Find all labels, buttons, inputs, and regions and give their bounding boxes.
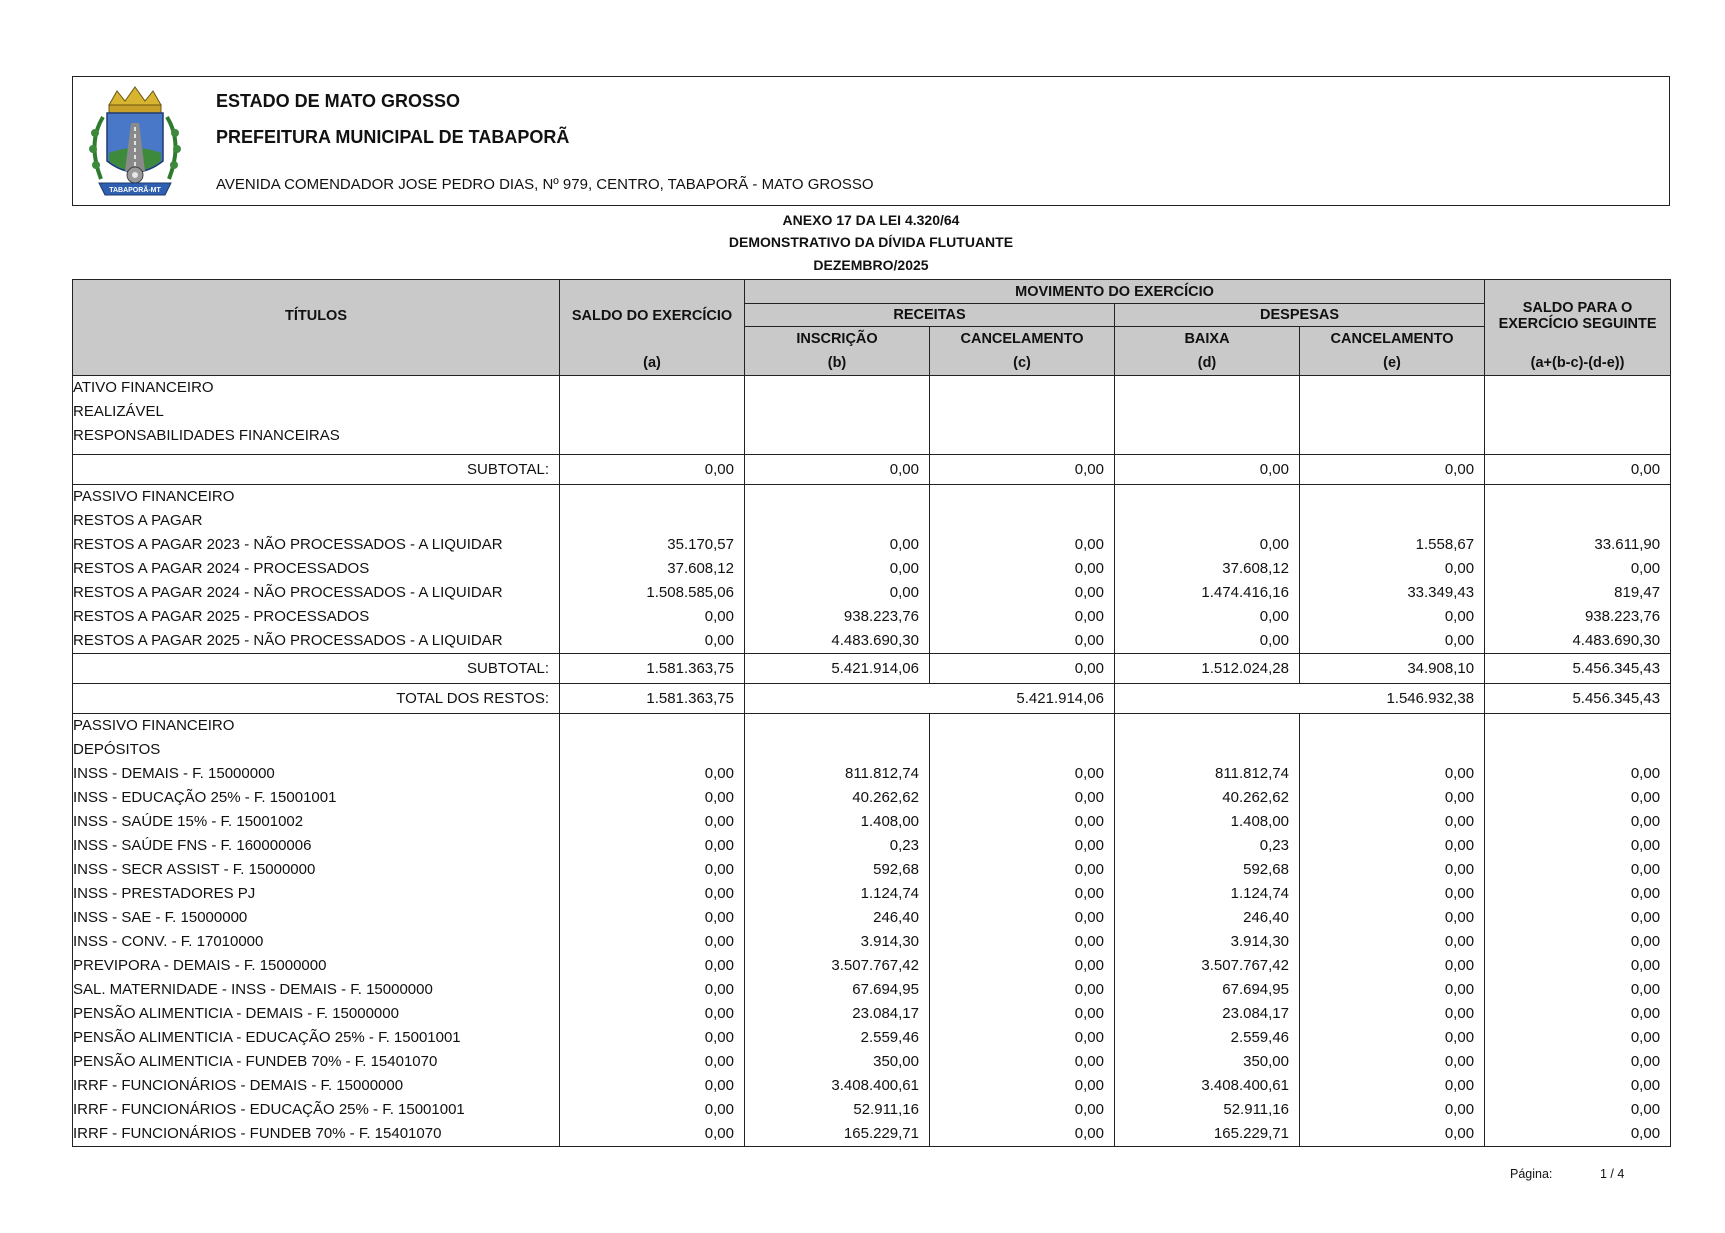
row-value: 0,00 xyxy=(1300,1050,1485,1074)
col-e: (e) xyxy=(1300,352,1485,376)
subtotal-value: 0,00 xyxy=(1300,455,1485,485)
row-value: 0,00 xyxy=(1485,1074,1671,1098)
row-value: 938.223,76 xyxy=(1485,605,1671,629)
row-value: 0,00 xyxy=(930,954,1115,978)
row-value: 165.229,71 xyxy=(1115,1122,1300,1147)
row-value: 0,00 xyxy=(1485,786,1671,810)
row-title: SAL. MATERNIDADE - INSS - DEMAIS - F. 15000000 xyxy=(73,978,560,1002)
row-title: INSS - CONV. - F. 17010000 xyxy=(73,930,560,954)
col-baixa: BAIXA xyxy=(1115,327,1300,352)
table-row xyxy=(73,1026,1671,1050)
row-value: 0,23 xyxy=(1115,834,1300,858)
subtotal-value: 1.581.363,75 xyxy=(560,654,745,684)
row-value: 0,00 xyxy=(1485,834,1671,858)
table-row xyxy=(73,762,1671,786)
row-value: 0,00 xyxy=(1485,1098,1671,1122)
subtotal-value: 5.456.345,43 xyxy=(1485,654,1671,684)
row-value: 1.508.585,06 xyxy=(560,581,745,605)
subtotal-value: 0,00 xyxy=(1115,455,1300,485)
row-value: 0,00 xyxy=(1485,906,1671,930)
row-title: INSS - DEMAIS - F. 15000000 xyxy=(73,762,560,786)
total-label: TOTAL DOS RESTOS: xyxy=(73,684,560,714)
table-body xyxy=(73,376,1671,1147)
page-label: Página: xyxy=(1510,1167,1553,1181)
row-value: 0,00 xyxy=(1300,605,1485,629)
total-row xyxy=(73,684,1671,714)
col-cancelamento-despesas: CANCELAMENTO xyxy=(1300,327,1485,352)
section-row xyxy=(73,424,1671,448)
row-value: 0,00 xyxy=(930,629,1115,654)
row-value: 0,00 xyxy=(1485,930,1671,954)
document-header xyxy=(72,76,1670,206)
total-value: 5.421.914,06 xyxy=(745,684,1115,714)
row-value: 0,00 xyxy=(560,810,745,834)
col-saldo-exercicio: SALDO DO EXERCÍCIO xyxy=(560,280,745,352)
col-movimento: MOVIMENTO DO EXERCÍCIO xyxy=(745,280,1485,304)
col-blank xyxy=(73,352,560,376)
municipal-coat-of-arms-icon xyxy=(79,83,191,201)
row-value: 0,00 xyxy=(930,882,1115,906)
address: AVENIDA COMENDADOR JOSE PEDRO DIAS, Nº 979, CENTRO, TABAPORÃ - MATO GROSSO xyxy=(216,176,874,193)
table-row xyxy=(73,930,1671,954)
row-value: 0,00 xyxy=(930,930,1115,954)
row-value: 33.611,90 xyxy=(1485,533,1671,557)
col-b: (b) xyxy=(745,352,930,376)
row-title: RESTOS A PAGAR 2024 - PROCESSADOS xyxy=(73,557,560,581)
row-value: 0,00 xyxy=(1300,882,1485,906)
row-value: 0,00 xyxy=(1485,1050,1671,1074)
row-title: INSS - SAE - F. 15000000 xyxy=(73,906,560,930)
report-title: DEMONSTRATIVO DA DÍVIDA FLUTUANTE xyxy=(728,234,1014,250)
row-value: 1.124,74 xyxy=(745,882,930,906)
row-value: 0,00 xyxy=(1300,762,1485,786)
section-row xyxy=(73,714,1671,739)
section-label: ATIVO FINANCEIRO xyxy=(73,376,560,401)
row-value: 52.911,16 xyxy=(1115,1098,1300,1122)
table-row xyxy=(73,906,1671,930)
row-value: 0,00 xyxy=(930,834,1115,858)
row-value: 0,00 xyxy=(1300,1074,1485,1098)
row-value: 0,00 xyxy=(1300,858,1485,882)
section-row xyxy=(73,509,1671,533)
col-saldo-seguinte: SALDO PARA O EXERCÍCIO SEGUINTE xyxy=(1485,280,1671,352)
row-value: 0,00 xyxy=(1300,810,1485,834)
row-value: 37.608,12 xyxy=(560,557,745,581)
row-value: 33.349,43 xyxy=(1300,581,1485,605)
row-value: 23.084,17 xyxy=(1115,1002,1300,1026)
subtotal-value: 34.908,10 xyxy=(1300,654,1485,684)
page-number: 1 / 4 xyxy=(1600,1167,1625,1181)
row-title: RESTOS A PAGAR 2025 - PROCESSADOS xyxy=(73,605,560,629)
row-value: 0,00 xyxy=(745,533,930,557)
report-period: DEZEMBRO/2025 xyxy=(813,257,929,273)
row-value: 592,68 xyxy=(745,858,930,882)
subsection-label: RESPONSABILIDADES FINANCEIRAS xyxy=(73,424,560,448)
section-label: PASSIVO FINANCEIRO xyxy=(73,714,560,739)
row-value: 35.170,57 xyxy=(560,533,745,557)
row-value: 0,00 xyxy=(930,810,1115,834)
row-value: 0,00 xyxy=(930,1098,1115,1122)
row-title: IRRF - FUNCIONÁRIOS - DEMAIS - F. 15000000 xyxy=(73,1074,560,1098)
row-value: 0,00 xyxy=(930,858,1115,882)
table-row xyxy=(73,533,1671,557)
table-row xyxy=(73,1122,1671,1147)
row-value: 0,00 xyxy=(1300,1002,1485,1026)
row-value: 67.694,95 xyxy=(745,978,930,1002)
row-title: RESTOS A PAGAR 2024 - NÃO PROCESSADOS - A LIQUIDAR xyxy=(73,581,560,605)
row-value: 0,00 xyxy=(1485,954,1671,978)
row-value: 0,00 xyxy=(930,1122,1115,1147)
row-value: 0,00 xyxy=(1485,1026,1671,1050)
row-value: 0,00 xyxy=(1115,629,1300,654)
row-value: 0,00 xyxy=(1300,834,1485,858)
row-value: 0,00 xyxy=(1300,978,1485,1002)
table-row xyxy=(73,882,1671,906)
row-value: 0,00 xyxy=(930,906,1115,930)
row-title: IRRF - FUNCIONÁRIOS - EDUCAÇÃO 25% - F. 15001001 xyxy=(73,1098,560,1122)
col-c: (c) xyxy=(930,352,1115,376)
row-value: 0,00 xyxy=(560,1122,745,1147)
row-title: INSS - SAÚDE 15% - F. 15001002 xyxy=(73,810,560,834)
row-title: RESTOS A PAGAR 2023 - NÃO PROCESSADOS - A LIQUIDAR xyxy=(73,533,560,557)
table-row xyxy=(73,1002,1671,1026)
row-value: 3.914,30 xyxy=(1115,930,1300,954)
col-titulos: TÍTULOS xyxy=(73,280,560,352)
row-value: 0,00 xyxy=(560,1074,745,1098)
table-row xyxy=(73,954,1671,978)
col-formula: (a+(b-c)-(d-e)) xyxy=(1485,352,1671,376)
row-value: 1.408,00 xyxy=(1115,810,1300,834)
row-value: 0,00 xyxy=(1485,978,1671,1002)
col-inscricao: INSCRIÇÃO xyxy=(745,327,930,352)
subtotal-row xyxy=(73,455,1671,485)
section-row xyxy=(73,376,1671,401)
row-value: 0,00 xyxy=(560,1002,745,1026)
row-value: 23.084,17 xyxy=(745,1002,930,1026)
row-title: PENSÃO ALIMENTICIA - DEMAIS - F. 15000000 xyxy=(73,1002,560,1026)
subtotal-value: 5.421.914,06 xyxy=(745,654,930,684)
row-value: 4.483.690,30 xyxy=(1485,629,1671,654)
row-value: 37.608,12 xyxy=(1115,557,1300,581)
row-value: 0,00 xyxy=(1485,1002,1671,1026)
row-value: 0,00 xyxy=(930,1002,1115,1026)
state-name: ESTADO DE MATO GROSSO xyxy=(216,91,461,111)
city-hall-name: PREFEITURA MUNICIPAL DE TABAPORÃ xyxy=(216,127,570,147)
subsection-label: REALIZÁVEL xyxy=(73,400,560,424)
row-value: 2.559,46 xyxy=(745,1026,930,1050)
row-value: 2.559,46 xyxy=(1115,1026,1300,1050)
row-value: 40.262,62 xyxy=(1115,786,1300,810)
subtotal-value: 0,00 xyxy=(560,455,745,485)
row-value: 0,00 xyxy=(560,786,745,810)
row-value: 0,00 xyxy=(560,629,745,654)
row-value: 165.229,71 xyxy=(745,1122,930,1147)
row-value: 0,00 xyxy=(560,762,745,786)
row-value: 0,00 xyxy=(560,978,745,1002)
table-row xyxy=(73,810,1671,834)
total-value: 5.456.345,43 xyxy=(1485,684,1671,714)
section-row xyxy=(73,738,1671,762)
row-value: 0,00 xyxy=(560,605,745,629)
row-title: IRRF - FUNCIONÁRIOS - FUNDEB 70% - F. 15401070 xyxy=(73,1122,560,1147)
table-row xyxy=(73,605,1671,629)
row-title: INSS - SECR ASSIST - F. 15000000 xyxy=(73,858,560,882)
row-title: PREVIPORA - DEMAIS - F. 15000000 xyxy=(73,954,560,978)
row-value: 0,00 xyxy=(560,1098,745,1122)
table-row xyxy=(73,978,1671,1002)
row-value: 0,00 xyxy=(930,581,1115,605)
subtotal-value: 0,00 xyxy=(745,455,930,485)
subtotal-value: 0,00 xyxy=(930,455,1115,485)
row-value: 3.408.400,61 xyxy=(1115,1074,1300,1098)
row-value: 52.911,16 xyxy=(745,1098,930,1122)
row-value: 0,00 xyxy=(1300,1026,1485,1050)
subtotal-label: SUBTOTAL: xyxy=(73,654,560,684)
row-value: 811.812,74 xyxy=(745,762,930,786)
row-value: 0,00 xyxy=(1300,1122,1485,1147)
row-value: 0,00 xyxy=(930,605,1115,629)
table-row xyxy=(73,557,1671,581)
col-d: (d) xyxy=(1115,352,1300,376)
row-value: 3.507.767,42 xyxy=(745,954,930,978)
row-title: INSS - EDUCAÇÃO 25% - F. 15001001 xyxy=(73,786,560,810)
row-value: 0,00 xyxy=(1485,882,1671,906)
row-value: 819,47 xyxy=(1485,581,1671,605)
col-a: (a) xyxy=(560,352,745,376)
table-row xyxy=(73,1098,1671,1122)
row-value: 1.558,67 xyxy=(1300,533,1485,557)
table-row xyxy=(73,1074,1671,1098)
row-value: 0,00 xyxy=(1485,762,1671,786)
row-value: 350,00 xyxy=(745,1050,930,1074)
row-value: 0,00 xyxy=(560,954,745,978)
row-value: 246,40 xyxy=(1115,906,1300,930)
subtotal-label: SUBTOTAL: xyxy=(73,455,560,485)
row-value: 0,00 xyxy=(1115,605,1300,629)
total-value: 1.546.932,38 xyxy=(1115,684,1485,714)
table-row xyxy=(73,834,1671,858)
row-value: 1.408,00 xyxy=(745,810,930,834)
subtotal-value: 0,00 xyxy=(1485,455,1671,485)
row-value: 0,00 xyxy=(1300,930,1485,954)
row-value: 3.914,30 xyxy=(745,930,930,954)
row-value: 0,00 xyxy=(560,858,745,882)
row-value: 246,40 xyxy=(745,906,930,930)
row-value: 0,00 xyxy=(930,1050,1115,1074)
row-value: 0,00 xyxy=(560,1050,745,1074)
row-value: 0,00 xyxy=(930,557,1115,581)
row-value: 0,00 xyxy=(1485,810,1671,834)
section-label: PASSIVO FINANCEIRO xyxy=(73,485,560,510)
row-title: PENSÃO ALIMENTICIA - EDUCAÇÃO 25% - F. 15001001 xyxy=(73,1026,560,1050)
col-cancelamento-receitas: CANCELAMENTO xyxy=(930,327,1115,352)
row-value: 0,00 xyxy=(1300,629,1485,654)
row-value: 0,00 xyxy=(1300,954,1485,978)
row-value: 350,00 xyxy=(1115,1050,1300,1074)
row-value: 0,00 xyxy=(560,906,745,930)
row-value: 0,00 xyxy=(1300,786,1485,810)
row-value: 0,00 xyxy=(1485,858,1671,882)
logo-text: TABAPORÃ-MT xyxy=(109,187,161,194)
row-value: 67.694,95 xyxy=(1115,978,1300,1002)
row-value: 0,00 xyxy=(745,557,930,581)
table-row xyxy=(73,1050,1671,1074)
row-value: 0,00 xyxy=(1300,906,1485,930)
subtotal-row xyxy=(73,654,1671,684)
table-row xyxy=(73,786,1671,810)
row-value: 0,00 xyxy=(930,1074,1115,1098)
row-value: 0,00 xyxy=(560,834,745,858)
row-value: 0,00 xyxy=(1115,533,1300,557)
row-value: 3.408.400,61 xyxy=(745,1074,930,1098)
section-row xyxy=(73,400,1671,424)
row-title: INSS - SAÚDE FNS - F. 160000006 xyxy=(73,834,560,858)
row-value: 0,00 xyxy=(1300,1098,1485,1122)
row-value: 1.124,74 xyxy=(1115,882,1300,906)
row-value: 0,00 xyxy=(1485,1122,1671,1147)
row-title: RESTOS A PAGAR 2025 - NÃO PROCESSADOS - A LIQUIDAR xyxy=(73,629,560,654)
row-title: INSS - PRESTADORES PJ xyxy=(73,882,560,906)
report-annex-title: ANEXO 17 DA LEI 4.320/64 xyxy=(782,212,960,228)
section-row xyxy=(73,485,1671,510)
row-value: 4.483.690,30 xyxy=(745,629,930,654)
row-value: 0,00 xyxy=(930,786,1115,810)
floating-debt-table xyxy=(72,279,1671,1147)
subsection-label: RESTOS A PAGAR xyxy=(73,509,560,533)
subsection-label: DEPÓSITOS xyxy=(73,738,560,762)
row-value: 1.474.416,16 xyxy=(1115,581,1300,605)
row-value: 0,00 xyxy=(930,978,1115,1002)
row-title: PENSÃO ALIMENTICIA - FUNDEB 70% - F. 15401070 xyxy=(73,1050,560,1074)
row-value: 811.812,74 xyxy=(1115,762,1300,786)
row-value: 0,23 xyxy=(745,834,930,858)
row-value: 0,00 xyxy=(930,1026,1115,1050)
row-value: 0,00 xyxy=(1300,557,1485,581)
subtotal-value: 0,00 xyxy=(930,654,1115,684)
row-value: 0,00 xyxy=(745,581,930,605)
row-value: 0,00 xyxy=(560,930,745,954)
row-value: 0,00 xyxy=(560,882,745,906)
table-header xyxy=(73,280,1671,376)
row-value: 0,00 xyxy=(1485,557,1671,581)
col-despesas: DESPESAS xyxy=(1115,304,1485,327)
row-value: 938.223,76 xyxy=(745,605,930,629)
row-value: 40.262,62 xyxy=(745,786,930,810)
row-value: 592,68 xyxy=(1115,858,1300,882)
total-value: 1.581.363,75 xyxy=(560,684,745,714)
col-receitas: RECEITAS xyxy=(745,304,1115,327)
table-row xyxy=(73,581,1671,605)
table-row xyxy=(73,629,1671,654)
table-row xyxy=(73,858,1671,882)
row-value: 3.507.767,42 xyxy=(1115,954,1300,978)
subtotal-value: 1.512.024,28 xyxy=(1115,654,1300,684)
row-value: 0,00 xyxy=(560,1026,745,1050)
row-value: 0,00 xyxy=(930,533,1115,557)
row-value: 0,00 xyxy=(930,762,1115,786)
